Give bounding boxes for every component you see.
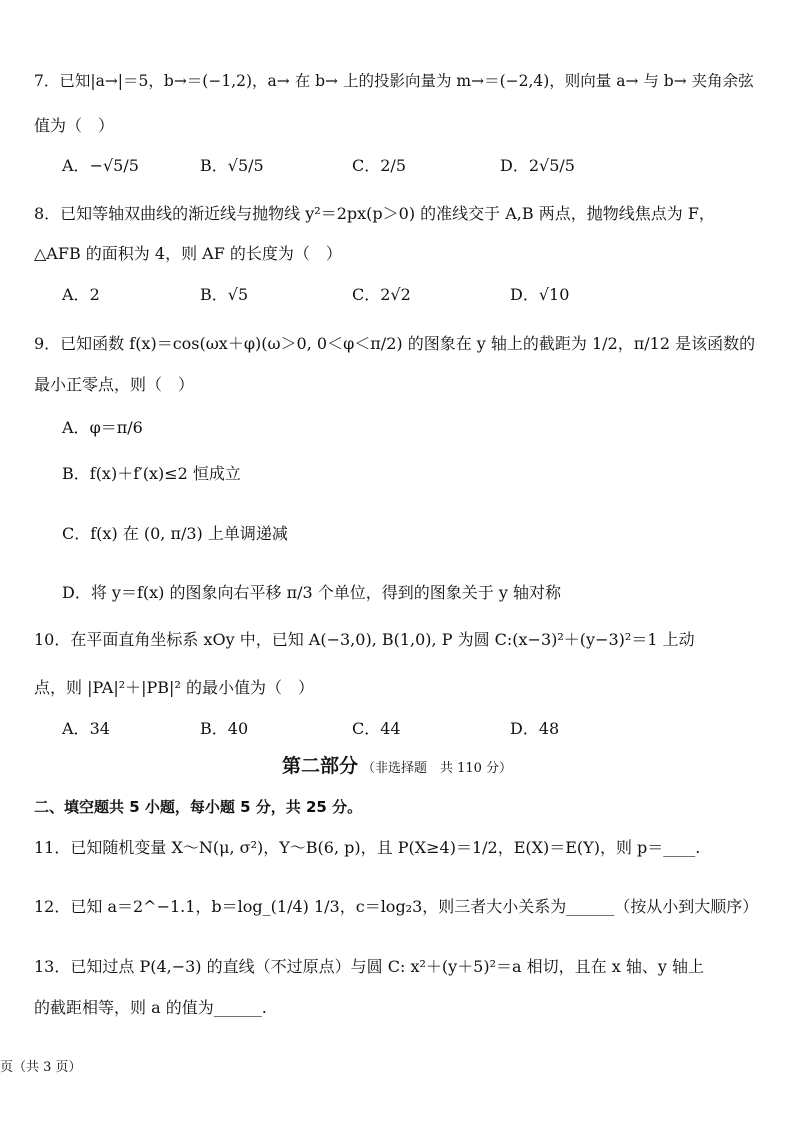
- q8-option-d: [510, 287, 569, 303]
- q10-stem-line1: 10．在平面直角坐标系 xOy 中，已知 A(−3,0), B(1,0), P 为圆 C:(x−3)²＋(y−3)²＝1 上动: [34, 630, 695, 649]
- q8-option-a: [62, 287, 100, 303]
- option-text: 44: [380, 719, 401, 738]
- option-text: 2√5/5: [528, 156, 575, 175]
- option-label: B．: [200, 285, 228, 304]
- option-label: A．: [62, 418, 90, 437]
- option-text: √5/5: [227, 156, 264, 175]
- option-label: C．: [352, 156, 381, 175]
- page-footer: 页（共 3 页）: [0, 1060, 82, 1075]
- q9-option-a: [62, 420, 143, 436]
- option-text: 48: [538, 719, 560, 738]
- part-two-heading: [0, 751, 794, 778]
- section-two-heading: 二、填空题共 5 小题，每小题 5 分，共 25 分。: [34, 798, 363, 816]
- option-label: A．: [62, 156, 90, 175]
- option-label: A．: [62, 285, 90, 304]
- option-text: f(x) 在 (0, π/3) 上单调递减: [90, 524, 288, 543]
- option-label: B．: [200, 156, 228, 175]
- option-text: f(x)＋f′(x)≤2 恒成立: [89, 464, 241, 483]
- q7-option-a: [62, 158, 139, 174]
- q10-option-b: [200, 721, 248, 737]
- q13-stem-line1: 13．已知过点 P(4,−3) 的直线（不过原点）与圆 C: x²＋(y＋5)²＝a 相切，且在 x 轴、y 轴上: [34, 957, 704, 976]
- part-two-subtitle: （非选择题 共 110 分）: [361, 761, 513, 776]
- option-text: φ＝π/6: [89, 418, 143, 437]
- q9-stem-line1: 9．已知函数 f(x)＝cos(ωx＋φ)(ω＞0, 0＜φ＜π/2) 的图象在 y 轴上的截距为 1/2，π/12 是该函数的: [34, 334, 756, 353]
- q7-stem-line1: 7．已知|a→|＝5，b→＝(−1,2)，a→ 在 b→ 上的投影向量为 m→＝(−2,4)，则向量 a→ 与 b→ 夹角余弦: [34, 72, 754, 90]
- part-two-title: 第二部分: [281, 755, 358, 777]
- q10-option-c: [352, 721, 401, 737]
- option-text: 将 y＝f(x) 的图象向右平移 π/3 个单位，得到的图象关于 y 轴对称: [90, 583, 561, 602]
- q7-option-d: [500, 158, 575, 174]
- option-label: D．: [62, 583, 91, 602]
- q10-option-a: [62, 721, 110, 737]
- option-label: C．: [352, 719, 381, 738]
- q11-stem: 11．已知随机变量 X～N(μ, σ²)，Y～B(6, p)，且 P(X≥4)＝1/2，E(X)＝E(Y)，则 p＝____.: [34, 838, 701, 857]
- option-label: D．: [500, 156, 529, 175]
- option-text: 2: [89, 285, 100, 304]
- q7-option-b: [200, 158, 264, 174]
- option-label: D．: [510, 719, 539, 738]
- q7-option-c: [352, 158, 406, 174]
- q12-stem: 12．已知 a＝2^−1.1，b＝log_(1/4) 1/3，c＝log₂3，则三者大小关系为______（按从小到大顺序）: [34, 897, 759, 916]
- q8-stem-line1: 8．已知等轴双曲线的渐近线与抛物线 y²＝2px(p＞0) 的准线交于 A,B 两点，抛物线焦点为 F，: [34, 204, 715, 223]
- option-text: 2/5: [380, 156, 406, 175]
- option-text: 40: [227, 719, 249, 738]
- option-label: B．: [200, 719, 228, 738]
- q9-option-b: [62, 466, 241, 482]
- option-text: −√5/5: [89, 156, 139, 175]
- option-text: √5: [227, 285, 249, 304]
- q7-stem-line2: 值为（ ）: [34, 116, 115, 135]
- option-text: √10: [538, 285, 570, 304]
- option-label: A．: [62, 719, 90, 738]
- q13-stem-line2: 的截距相等，则 a 的值为______.: [34, 998, 267, 1017]
- q9-option-c: [62, 526, 288, 542]
- option-label: D．: [510, 285, 539, 304]
- q10-stem-line2: 点，则 |PA|²＋|PB|² 的最小值为（ ）: [34, 678, 314, 697]
- q9-stem-line2: 最小正零点，则（ ）: [34, 375, 195, 394]
- option-label: C．: [352, 285, 381, 304]
- option-label: C．: [62, 524, 91, 543]
- option-text: 34: [89, 719, 110, 738]
- q8-option-c: [352, 287, 411, 303]
- q10-option-d: [510, 721, 559, 737]
- q8-stem-line2: △AFB 的面积为 4，则 AF 的长度为（ ）: [34, 244, 342, 263]
- option-text: 2√2: [380, 285, 411, 304]
- q9-option-d: [62, 585, 561, 601]
- q8-option-b: [200, 287, 248, 303]
- option-label: B．: [62, 464, 90, 483]
